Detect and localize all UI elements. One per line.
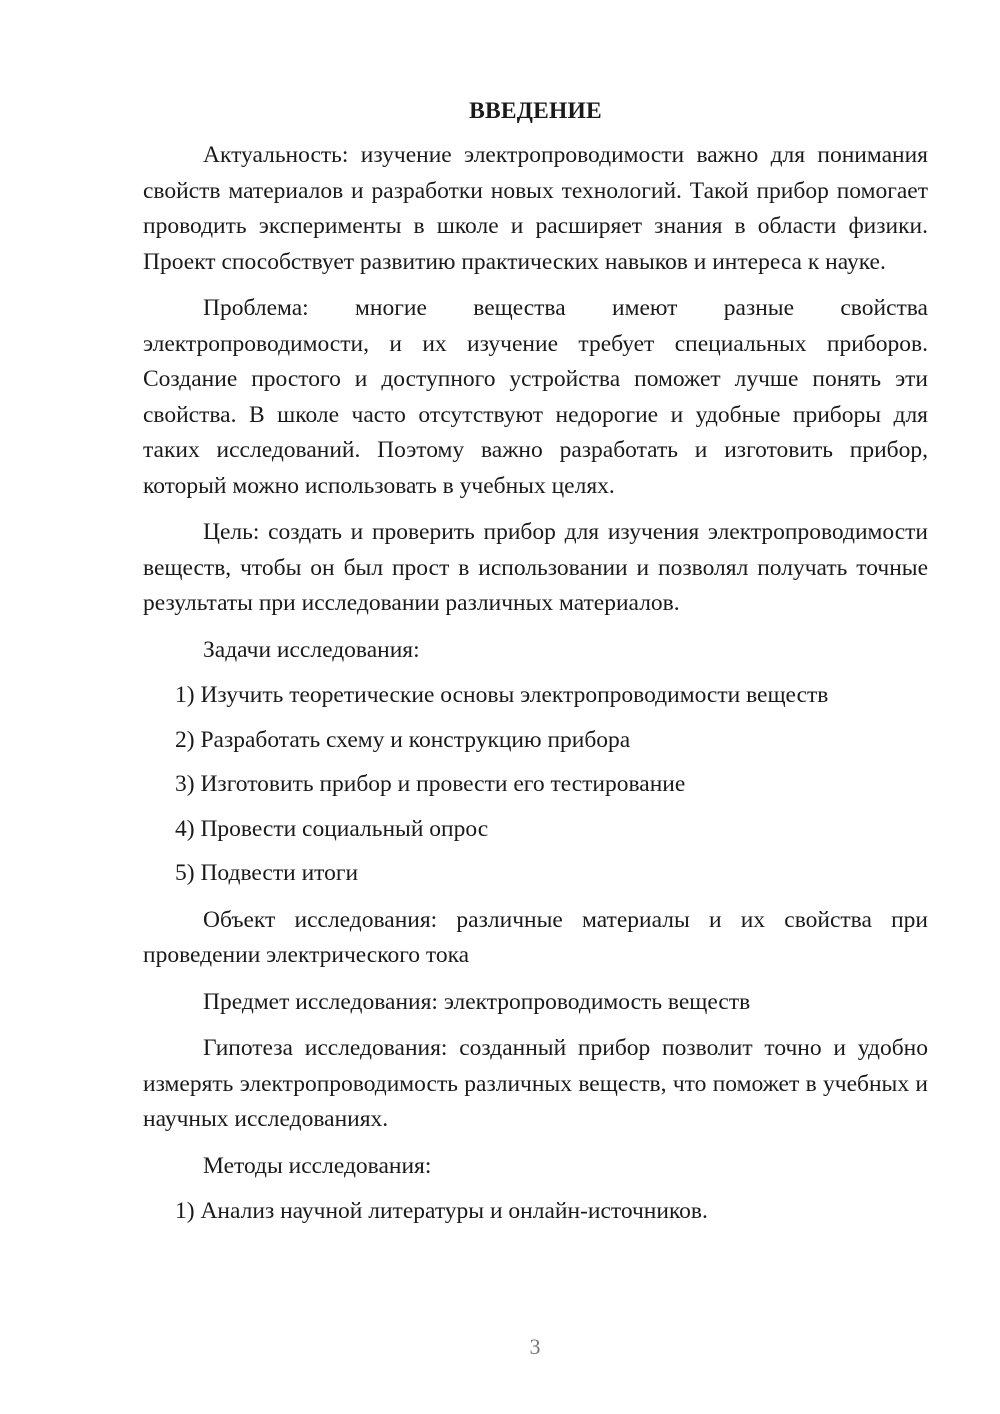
task-item: 3) Изготовить прибор и провести его тестирование [175,771,686,797]
methods-heading: Методы исследования: [203,1152,432,1179]
section-title: ВВЕДЕНИЕ [469,98,602,124]
task-item: 5) Подвести итоги [175,860,359,886]
page-number: 3 [529,1334,541,1359]
relevance-paragraph: Актуальность: изучение электропроводимости важно для понимания свойств материалов и разработки новых технологий. Такой прибор помогает проводить эксперименты в школе и расширяет знания в области физики. Проект способствует развитию практических навыков и интереса к науке. [143,142,928,275]
goal-paragraph: Цель: создать и проверить прибор для изучения электропроводимости веществ, чтобы он был прост в использовании и позволял получать точные результаты при исследовании различных материалов. [143,519,928,616]
task-item: 2) Разработать схему и конструкцию прибора [175,726,631,753]
task-item: 4) Провести социальный опрос [175,815,489,842]
method-item: 1) Анализ научной литературы и онлайн-источников. [175,1198,708,1224]
subject-paragraph: Предмет исследования: электропроводимость веществ [203,988,751,1015]
task-item: 1) Изучить теоретические основы электропроводимости веществ [175,682,829,708]
tasks-heading: Задачи исследования: [203,636,420,663]
page-body [143,96,928,1230]
problem-paragraph: Проблема: многие вещества имеют разные свойства электропроводимости, и их изучение требует специальных приборов. Создание простого и доступного устройства поможет лучше понять эти свойства. В школе часто отсутствуют недорогие и удобные приборы для таких исследований. Поэтому важно разработать и изготовить прибор, который можно использовать в учебных целях. [143,295,928,499]
hypothesis-paragraph: Гипотеза исследования: созданный прибор позволит точно и удобно измерять электропроводимость различных веществ, что поможет в учебных и научных исследованиях. [143,1035,928,1132]
object-paragraph: Объект исследования: различные материалы и их свойства при проведении электрического тока [143,906,928,968]
